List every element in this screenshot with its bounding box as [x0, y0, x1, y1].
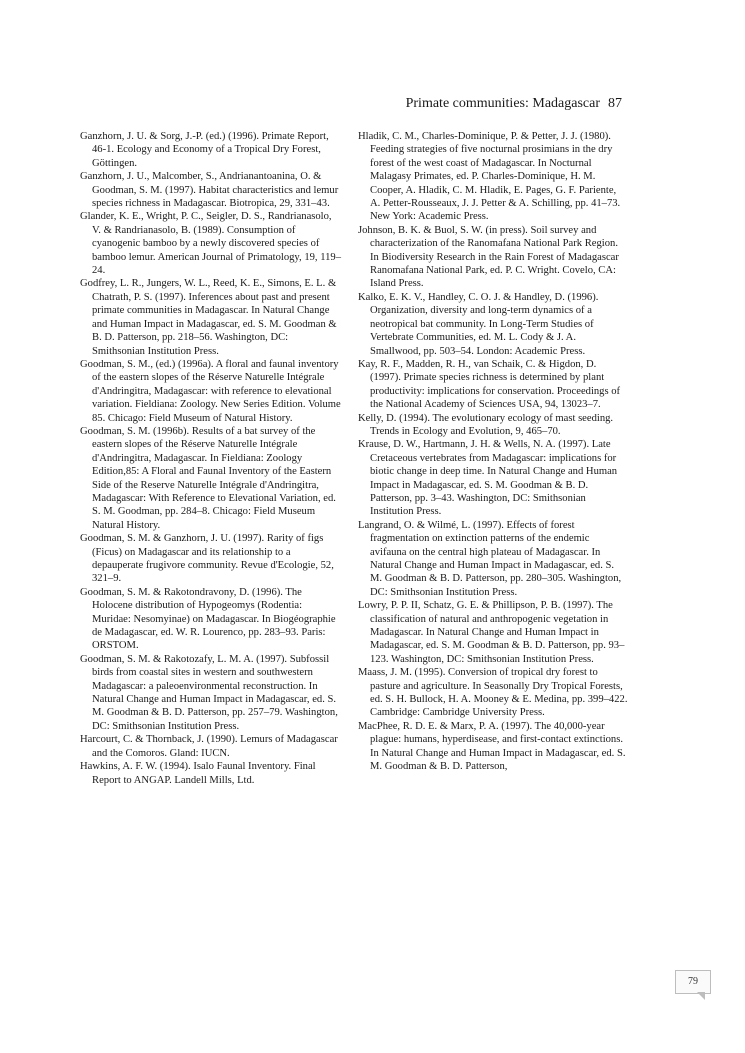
reference-entry: Hawkins, A. F. W. (1994). Isalo Faunal Inventory. Final Report to ANGAP. Landell Mills, Ltd.: [80, 761, 316, 786]
reference-entry: Glander, K. E., Wright, P. C., Seigler, D. S., Randrianasolo, V. & Randrianasolo, B. (1989). Consumption of cyanogenic bamboo by a newly discovered species of bamboo lemur. American Journal of Primatology, 19, 119–24.: [80, 211, 342, 277]
reference-entry: Goodman, S. M. (1996b). Results of a bat survey of the eastern slopes of the Réserve Naturelle Intégrale d'Andringitra, Madagascar. In Fieldiana: Zoology Edition,85: A Floral and Faunal Inventory of the Eastern Side of the Reserve Naturelle Intégrale d'Andringitra, Madagascar: With Reference to Elevational Variation, ed. S. M. Goodman, pp. 284–8. Chicago: Field Museum Natural History.: [80, 425, 336, 531]
page-badge: 79: [675, 970, 711, 994]
reference-entry: Goodman, S. M., (ed.) (1996a). A floral and faunal inventory of the eastern slopes of the Réserve Naturelle Intégrale d'Andringitra, Madagascar: with reference to elevational variation. Fieldiana: Zoology. New Series Edition. Volume 85. Chicago: Field Museum of Natural History.: [80, 358, 341, 424]
running-header: [0, 96, 745, 116]
reference-entry: Harcourt, C. & Thornback, J. (1990). Lemurs of Madagascar and the Comoros. Gland: IUCN.: [80, 734, 338, 759]
references-left-column: [80, 130, 342, 787]
reference-entry: Goodman, S. M. & Rakotozafy, L. M. A. (1997). Subfossil birds from coastal sites in western and southwestern Madagascar: a paleoenvironmental reconstruction. In Natural Change and Human Impact in Madagascar, ed. S. M. Goodman & B. D. Patterson, pp. 257–79. Washington, DC: Smithsonian Institution Press.: [80, 653, 338, 732]
reference-entry: Kalko, E. K. V., Handley, C. O. J. & Handley, D. (1996). Organization, diversity and long-term dynamics of a neotropical bat community. In Long-Term Studies of Vertebrate Communities, ed. M. L. Cody & J. A. Smallwood, pp. 503–54. London: Academic Press.: [358, 291, 599, 357]
reference-entry: Godfrey, L. R., Jungers, W. L., Reed, K. E., Simons, E. L. & Chatrath, P. S. (1997). Inferences about past and present primate communities in Madagascar. In Natural Change and Human Impact in Madagascar, ed. S. M. Goodman & B. D. Patterson, pp. 218–56. Washington, DC: Smithsonian Institution Press.: [80, 278, 337, 357]
page-badge-tail: [697, 992, 705, 1000]
reference-entry: Ganzhorn, J. U. & Sorg, J.-P. (ed.) (1996). Primate Report, 46-1. Ecology and Economy of a Tropical Dry Forest, Göttingen.: [80, 131, 329, 169]
references-right-column: [358, 130, 628, 774]
reference-entry: Goodman, S. M. & Rakotondravony, D. (1996). The Holocene distribution of Hypogeomys (Rodentia: Muridae: Nesomyinae) on Madagascar. In Biogéographie de Madagascar, ed. W. R. Lourenco, pp. 283–93. Paris: ORSTOM.: [80, 586, 336, 652]
running-title: Primate communities: Madagascar: [405, 96, 600, 111]
reference-entry: Lowry, P. P. II, Schatz, G. E. & Phillipson, P. B. (1997). The classification of natural and anthropogenic vegetation in Madagascar. In Natural Change and Human Impact in Madagascar, ed. S. M. Goodman & B. D. Patterson, pp. 93–123. Washington, DC: Smithsonian Institution Press.: [358, 600, 625, 665]
reference-entry: Johnson, B. K. & Buol, S. W. (in press). Soil survey and characterization of the Ranomafana National Park Region. In Biodiversity Research in the Rain Forest of Madagascar Ranomafana National Park, ed. P. C. Wright. Covelo, CA: Island Press.: [358, 224, 619, 290]
reference-entry: Krause, D. W., Hartmann, J. H. & Wells, N. A. (1997). Late Cretaceous vertebrates from Madagascar: implications for biotic change in deep time. In Natural Change and Human Impact in Madagascar, ed. S. M. Goodman & B. D. Patterson, pp. 3–43. Washington, DC: Smithsonian Institution Press.: [358, 439, 618, 518]
reference-entry: Maass, J. M. (1995). Conversion of tropical dry forest to pasture and agriculture. In Seasonally Dry Tropical Forests, ed. S. H. Bullock, H. A. Mooney & E. Medina, pp. 399–422. Cambridge: Cambridge University Press.: [358, 667, 628, 719]
reference-entry: Goodman, S. M. & Ganzhorn, J. U. (1997). Rarity of figs (Ficus) on Madagascar and its relationship to a depauperate frugivore community. Revue d'Ecologie, 52, 321–9.: [80, 533, 334, 585]
reference-entry: MacPhee, R. D. E. & Marx, P. A. (1997). The 40,000-year plague: humans, hyperdisease, and first-contact extinctions. In Natural Change and Human Impact in Madagascar, ed. S. M. Goodman & B. D. Patterson,: [358, 720, 626, 773]
reference-entry: Hladik, C. M., Charles-Dominique, P. & Petter, J. J. (1980). Feeding strategies of five nocturnal prosimians in the dry forest of the west coast of Madagascar. In Nocturnal Malagasy Primates, ed. P. Charles-Dominique, H. M. Cooper, A. Hladik, C. M. Hladik, E. Pages, G. F. Pariente, A. Petter-Rousseaux, J. J. Petter & A. Schilling, pp. 41–73. New York: Academic Press.: [358, 131, 621, 223]
reference-entry: Kay, R. F., Madden, R. H., van Schaik, C. & Higdon, D. (1997). Primate species richness is determined by plant productivity: implications for conservation. Proceedings of the National Academy of Sciences USA, 94, 13023–7.: [358, 358, 621, 411]
reference-entry: Ganzhorn, J. U., Malcomber, S., Andrianantoanina, O. & Goodman, S. M. (1997). Habitat characteristics and lemur species richness in Madagascar. Biotropica, 29, 331–43.: [80, 171, 339, 210]
reference-entry: Langrand, O. & Wilmé, L. (1997). Effects of forest fragmentation on extinction patterns of the endemic avifauna on the central high plateau of Madagascar. In Natural Change and Human Impact in Madagascar, ed. S. M. Goodman & B. D. Patterson, pp. 280–305. Washington, DC: Smithsonian Institution Press.: [358, 519, 622, 598]
reference-entry: Kelly, D. (1994). The evolutionary ecology of mast seeding. Trends in Ecology and Evolution, 9, 465–70.: [358, 412, 614, 437]
page-number: 87: [608, 96, 622, 111]
